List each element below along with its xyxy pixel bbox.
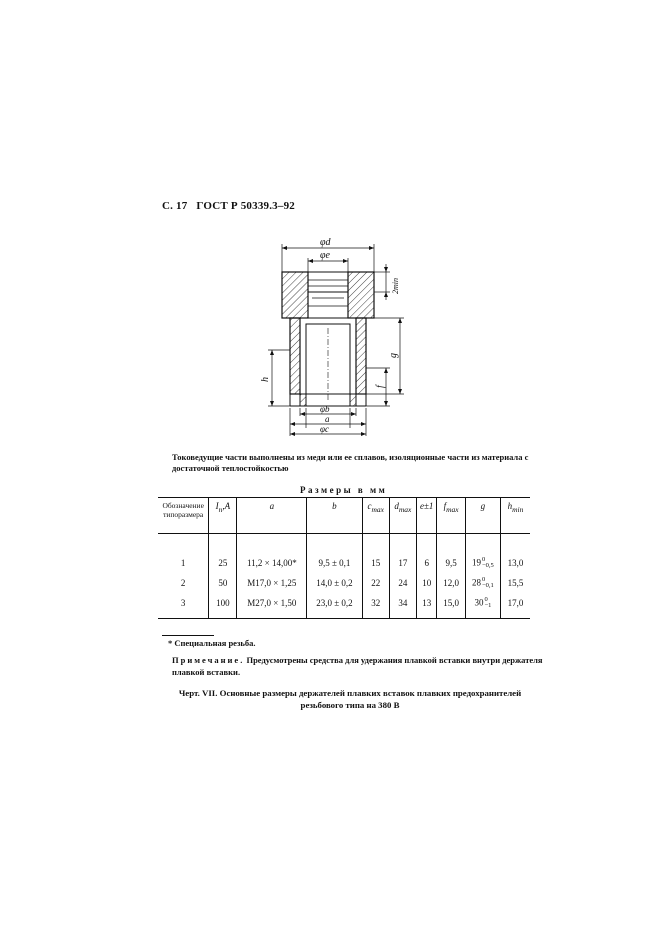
cell-g-upper: 0 bbox=[482, 555, 486, 563]
cell-g-nominal: 30 bbox=[474, 597, 484, 608]
col-h-sub: min bbox=[512, 504, 524, 514]
cell-c: 22 bbox=[362, 573, 389, 593]
col-in-sub: n bbox=[218, 504, 223, 514]
fuse-holder-drawing bbox=[240, 236, 410, 442]
col-in-unit: ,A bbox=[222, 501, 231, 511]
cell-g-tolerance bbox=[484, 597, 491, 610]
cell-type: 3 bbox=[158, 593, 209, 619]
label-c: φc bbox=[320, 424, 329, 434]
cell-f: 15,0 bbox=[437, 593, 465, 619]
cell-e: 13 bbox=[417, 593, 437, 619]
table-row bbox=[158, 534, 530, 574]
cell-c: 32 bbox=[362, 593, 389, 619]
col-d bbox=[389, 498, 416, 534]
note-label: Примечание. bbox=[172, 655, 245, 665]
footnote-rule bbox=[162, 635, 214, 636]
col-h bbox=[501, 498, 530, 534]
dimensions-table bbox=[158, 497, 530, 619]
cell-f: 9,5 bbox=[437, 534, 465, 574]
col-in bbox=[209, 498, 237, 534]
table-row bbox=[158, 593, 530, 619]
col-h-main: h bbox=[507, 501, 513, 511]
label-h: h bbox=[260, 377, 271, 382]
note bbox=[172, 655, 544, 679]
figure-caption: Черт. VII. Основные размеры держателей плавких вставок плавких предохранителей резьбового типа на 380 В bbox=[178, 688, 522, 710]
col-f-main: f bbox=[443, 501, 447, 511]
col-b: b bbox=[307, 498, 362, 534]
cell-e: 10 bbox=[417, 573, 437, 593]
cell-b: 23,0 ± 0,2 bbox=[307, 593, 362, 619]
col-d-sub: max bbox=[398, 504, 412, 514]
cell-b: 14,0 ± 0,2 bbox=[307, 573, 362, 593]
col-d-main: d bbox=[394, 501, 399, 511]
cell-g-tolerance bbox=[482, 577, 494, 590]
label-d: φd bbox=[320, 237, 331, 248]
cell-g-upper: 0 bbox=[484, 595, 488, 603]
col-f-sub: max bbox=[446, 504, 459, 514]
top-body-section bbox=[282, 272, 374, 318]
table-row bbox=[158, 573, 530, 593]
col-e: e±1 bbox=[417, 498, 437, 534]
label-e: φe bbox=[320, 250, 330, 261]
cell-f: 12,0 bbox=[437, 573, 465, 593]
label-2min: 2min bbox=[391, 278, 400, 294]
label-f: f bbox=[375, 385, 386, 388]
cell-g-upper: 0 bbox=[482, 575, 486, 583]
cell-a: 11,2 × 14,00* bbox=[237, 534, 307, 574]
table-header-row bbox=[158, 498, 530, 534]
cell-g-lower: −1 bbox=[484, 602, 492, 609]
label-a: a bbox=[325, 414, 330, 424]
cell-g bbox=[465, 573, 500, 593]
cell-g-nominal: 19 bbox=[472, 557, 482, 568]
cell-type: 2 bbox=[180, 578, 186, 588]
cell-h: 15,5 bbox=[501, 573, 530, 593]
standard-number: ГОСТ Р 50339.3–92 bbox=[196, 200, 295, 212]
col-type: Обозначение типоразмера bbox=[158, 498, 209, 534]
footnote: * Специальная резьба. bbox=[168, 638, 256, 648]
cell-g bbox=[465, 593, 500, 619]
cell-a: M17,0 × 1,25 bbox=[237, 573, 307, 593]
cell-c: 15 bbox=[362, 534, 389, 574]
cell-d: 24 bbox=[389, 573, 416, 593]
label-g: g bbox=[388, 353, 399, 358]
lower-body-section bbox=[290, 318, 366, 406]
cell-a: M27,0 × 1,50 bbox=[237, 593, 307, 619]
cell-g-lower: −0,1 bbox=[482, 582, 494, 589]
page-header bbox=[162, 200, 301, 212]
dimension-labels bbox=[260, 237, 400, 434]
cell-in: 50 bbox=[209, 573, 237, 593]
sizes-title: Размеры в мм bbox=[300, 485, 388, 495]
cell-g-lower: −0,5 bbox=[482, 562, 494, 569]
cell-h: 17,0 bbox=[501, 593, 530, 619]
cell-g-tolerance bbox=[482, 557, 494, 570]
col-a: a bbox=[237, 498, 307, 534]
cell-in: 25 bbox=[209, 534, 237, 574]
col-g: g bbox=[465, 498, 500, 534]
cell-h: 13,0 bbox=[501, 534, 530, 574]
note-text: Предусмотрены средства для удержания плавкой вставки внутри держателя плавкой вставки. bbox=[172, 655, 543, 677]
cell-d: 34 bbox=[389, 593, 416, 619]
col-c bbox=[362, 498, 389, 534]
cell-type: 1 bbox=[180, 558, 186, 568]
col-c-main: c bbox=[367, 501, 372, 511]
col-c-sub: max bbox=[371, 504, 384, 514]
cell-g bbox=[465, 534, 500, 574]
label-b: φb bbox=[320, 404, 330, 414]
col-f bbox=[437, 498, 465, 534]
cell-e: 6 bbox=[417, 534, 437, 574]
cell-d: 17 bbox=[389, 534, 416, 574]
col-in-main: I bbox=[215, 501, 219, 511]
cell-b: 9,5 ± 0,1 bbox=[307, 534, 362, 574]
cell-g-nominal: 28 bbox=[472, 577, 482, 588]
page-number: С. 17 bbox=[162, 200, 188, 212]
cell-in: 100 bbox=[209, 593, 237, 619]
material-caption: Токоведущие части выполнены из меди или ее сплавов, изоляционные части из материала с достаточной теплостойкостью bbox=[172, 452, 529, 474]
